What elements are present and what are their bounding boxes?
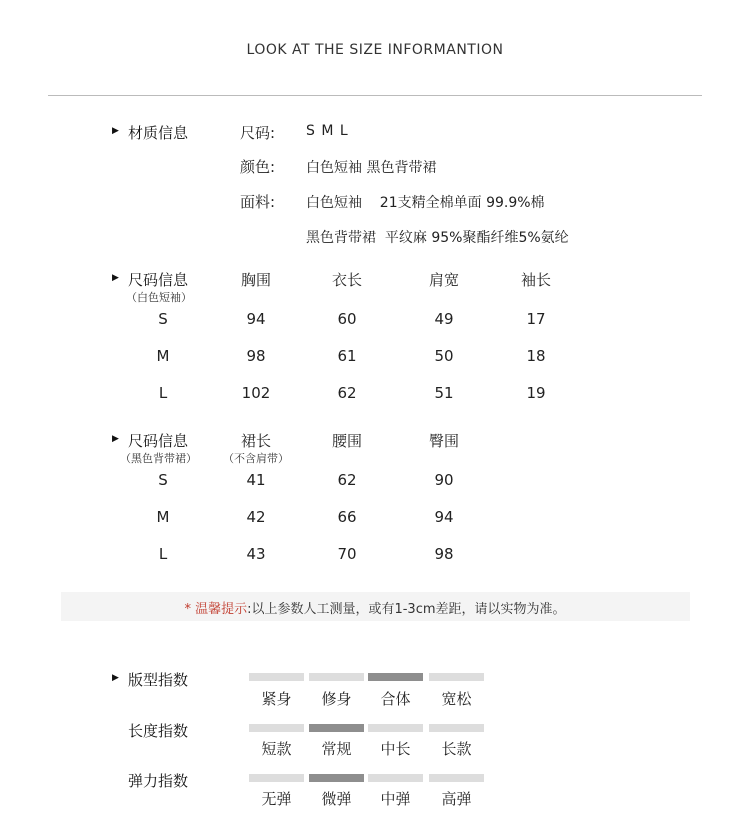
column-header: 裙长: [240, 432, 271, 450]
row-size-label: L: [158, 384, 168, 402]
table-cell: 66: [337, 508, 357, 526]
table-cell: 61: [337, 347, 357, 365]
table-cell: 62: [337, 384, 357, 402]
index-option: 修身: [321, 690, 352, 708]
column-header: 肩宽: [428, 271, 459, 289]
column-header: 腰围: [331, 432, 362, 450]
row-size-label: M: [156, 347, 170, 365]
size-label: 尺码:: [240, 124, 276, 142]
index-bar: [309, 673, 364, 681]
material-heading: 材质信息: [128, 124, 189, 142]
index-bar: [249, 673, 304, 681]
table-cell: 43: [246, 545, 266, 563]
index-option: 长款: [441, 740, 472, 758]
table-cell: 94: [246, 310, 266, 328]
index-option: 微弹: [321, 790, 352, 808]
note-prefix: * 温馨提示: [184, 602, 248, 617]
column-header: 袖长: [520, 271, 551, 289]
index-option: 合体: [380, 690, 411, 708]
table-cell: 51: [434, 384, 454, 402]
size-table-1-heading: 尺码信息: [128, 271, 189, 289]
size-table-2-heading: 尺码信息: [128, 432, 189, 450]
index-bar: [429, 673, 484, 681]
bullet-triangle-icon: ▶: [112, 126, 119, 136]
column-header: 衣长: [331, 271, 362, 289]
divider: [48, 95, 702, 96]
table-cell: 17: [526, 310, 546, 328]
column-header: 胸围: [240, 271, 271, 289]
index-label: 弹力指数: [128, 772, 189, 790]
index-bar: [429, 774, 484, 782]
column-note: （不含肩带）: [223, 452, 289, 465]
table-cell: 42: [246, 508, 266, 526]
measurement-note: [0, 598, 750, 617]
row-size-label: S: [158, 310, 168, 328]
table-cell: 98: [434, 545, 454, 563]
bullet-triangle-icon: ▶: [112, 434, 119, 444]
index-bar: [249, 774, 304, 782]
table-cell: 49: [434, 310, 454, 328]
table-cell: 90: [434, 471, 454, 489]
bullet-triangle-icon: ▶: [112, 273, 119, 283]
fabric-line-1: 白色短袖 21支精全棉单面 99.9%棉: [306, 195, 545, 211]
index-option: 高弹: [441, 790, 472, 808]
table-cell: 50: [434, 347, 454, 365]
row-size-label: M: [156, 508, 170, 526]
index-option: 无弹: [261, 790, 292, 808]
index-bar: [309, 774, 364, 782]
row-size-label: S: [158, 471, 168, 489]
table-cell: 98: [246, 347, 266, 365]
fabric-line-2: 黑色背带裙 平纹麻 95%聚酯纤维5%氨纶: [306, 230, 569, 246]
table-cell: 70: [337, 545, 357, 563]
index-label: 长度指数: [128, 722, 189, 740]
index-option: 中弹: [380, 790, 411, 808]
index-option: 宽松: [441, 690, 472, 708]
size-value: S M L: [306, 123, 349, 139]
bullet-triangle-icon: ▶: [112, 673, 119, 683]
index-bar: [368, 774, 423, 782]
index-option: 中长: [380, 740, 411, 758]
index-bar: [368, 673, 423, 681]
table-cell: 94: [434, 508, 454, 526]
index-option: 紧身: [261, 690, 292, 708]
index-bar: [429, 724, 484, 732]
table-cell: 41: [246, 471, 266, 489]
note-text: :以上参数人工测量，或有1-3cm差距，请以实物为准。: [247, 602, 566, 617]
column-header: 臀围: [428, 432, 459, 450]
color-label: 颜色:: [240, 158, 276, 176]
size-table-1-subheading: （白色短袖）: [126, 291, 192, 304]
size-table-2-subheading: （黑色背带裙）: [120, 452, 197, 465]
table-cell: 19: [526, 384, 546, 402]
table-cell: 62: [337, 471, 357, 489]
page-title: LOOK AT THE SIZE INFORMANTION: [246, 42, 504, 58]
index-bar: [249, 724, 304, 732]
table-cell: 60: [337, 310, 357, 328]
index-label: 版型指数: [128, 671, 189, 689]
index-bar: [309, 724, 364, 732]
fabric-label: 面料:: [240, 193, 276, 211]
index-option: 短款: [261, 740, 292, 758]
row-size-label: L: [158, 545, 168, 563]
table-cell: 102: [241, 384, 271, 402]
color-value: 白色短袖 黑色背带裙: [306, 160, 437, 176]
index-option: 常规: [321, 740, 352, 758]
index-bar: [368, 724, 423, 732]
table-cell: 18: [526, 347, 546, 365]
